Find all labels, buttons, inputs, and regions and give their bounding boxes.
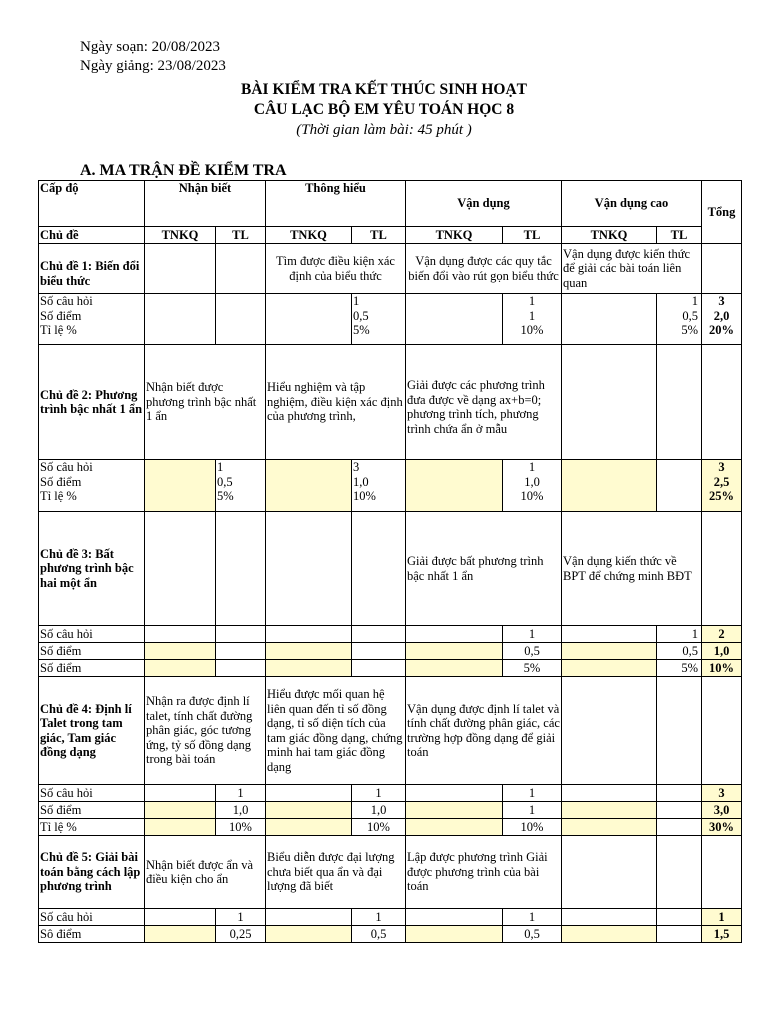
header-tnkq: TNKQ <box>145 227 216 244</box>
label-points: Số điểm <box>40 474 82 489</box>
header-tl: TL <box>352 227 406 244</box>
topic-3-name: Chủ đề 3: Bất phương trình bậc hai một ẩn <box>39 512 145 626</box>
teach-date: Ngày giảng: 23/08/2023 <box>80 58 226 74</box>
topic-4-name: Chủ đề 4: Định lí Talet trong tam giác, Tam giác đồng dạng <box>39 677 145 785</box>
topic-2-recognition-tl: 1 0,5 5% <box>216 460 266 512</box>
topic-1-total: 3 2,0 20% <box>702 294 742 345</box>
duration-note: (Thời gian làm bài: 45 phút ) <box>296 122 472 138</box>
label-questions: Số câu hỏi <box>39 785 145 802</box>
topic-5-recognition: Nhận biết được ẩn và điều kiện cho ẩn <box>145 836 266 909</box>
header-tl: TL <box>503 227 562 244</box>
topic-2-recognition: Nhận biết được phương trình bậc nhất 1 ẩn <box>145 345 266 460</box>
topic-2-application: Giải được các phương trình đưa được về dạng ax+b=0; phương trình tích, phương trình chứa ẩn ở mẫu <box>406 345 562 460</box>
label-questions: Số câu hỏi <box>40 294 93 308</box>
doc-title-line1: BÀI KIỂM TRA KẾT THÚC SINH HOẠT <box>241 81 527 98</box>
topic-5-understanding: Biểu diễn được đại lượng chưa biết qua ẩn và đại lượng đã biết <box>266 836 406 909</box>
topic-5-name: Chủ đề 5: Giải bài toán bằng cách lập phương trình <box>39 836 145 909</box>
header-tnkq: TNKQ <box>406 227 503 244</box>
topic-3-percent-row: Số điểm 5% 5% 10% <box>39 660 742 677</box>
label-questions: Số câu hỏi <box>40 460 93 474</box>
test-matrix-table <box>38 180 742 943</box>
header-high-application: Vận dụng cao <box>562 181 702 227</box>
header-recognition: Nhận biết <box>145 181 266 227</box>
header-topic: Chủ đề <box>39 227 145 244</box>
topic-2-stats-row <box>39 460 742 512</box>
header-application: Vận dụng <box>406 181 562 227</box>
header-understanding: Thông hiểu <box>266 181 406 227</box>
topic-5-application: Lập được phương trình Giải được phương trình của bài toán <box>406 836 562 909</box>
topic-5-questions-row: Số câu hỏi 1 1 1 1 <box>39 909 742 926</box>
topic-3-description-row <box>39 512 742 626</box>
topic-4-description-row <box>39 677 742 785</box>
topic-4-recognition: Nhận ra được định lí talet, tính chất đường phân giác, góc tương ứng, tỷ số đồng dạng trong bài toán <box>145 677 266 785</box>
section-title: A. MA TRẬN ĐỀ KIỂM TRA <box>80 162 287 179</box>
label-points: Số điểm <box>39 660 145 677</box>
header-tnkq: TNKQ <box>266 227 352 244</box>
topic-1-understanding-tl: 1 0,5 5% <box>352 294 406 345</box>
topic-2-application-tl: 1 1,0 10% <box>503 460 562 512</box>
label-percent: Tỉ lệ % <box>40 489 77 503</box>
topic-2-understanding-tl: 3 1,0 10% <box>352 460 406 512</box>
topic-3-application: Giải được bất phương trình bậc nhất 1 ẩn <box>406 512 562 626</box>
topic-2-total: 3 2,5 25% <box>702 460 742 512</box>
topic-1-stats-row <box>39 294 742 345</box>
topic-1-description-row <box>39 244 742 294</box>
topic-4-points-row: Số điểm 1,0 1,0 1 3,0 <box>39 802 742 819</box>
topic-4-understanding: Hiểu được mối quan hệ liên quan đến tỉ số đồng dạng, tỉ số diện tích của tam giác đồng dạng, chứng minh hai tam giác đồng dạng <box>266 677 406 785</box>
header-total: Tổng <box>702 181 742 244</box>
label-points: Số điểm <box>39 643 145 660</box>
topic-1-name: Chủ đề 1: Biến đổi biểu thức <box>39 244 145 294</box>
header-tl: TL <box>657 227 702 244</box>
topic-4-questions-row: Số câu hỏi 1 1 1 3 <box>39 785 742 802</box>
label-points: Số điểm <box>40 308 82 323</box>
topic-1-understanding: Tìm được điều kiện xác định của biểu thức <box>266 244 406 294</box>
label-questions: Số câu hỏi <box>39 626 145 643</box>
topic-3-points-row: Số điểm 0,5 0,5 1,0 <box>39 643 742 660</box>
topic-5-description-row <box>39 836 742 909</box>
prep-date: Ngày soạn: 20/08/2023 <box>80 39 220 55</box>
label-percent: Tỉ lệ % <box>40 323 77 337</box>
header-tl: TL <box>216 227 266 244</box>
topic-2-understanding: Hiểu nghiệm và tập nghiệm, điều kiện xác định của phương trình, <box>266 345 406 460</box>
topic-2-name: Chủ đề 2: Phương trình bậc nhất 1 ẩn <box>39 345 145 460</box>
topic-5-points-row: Sô điểm 0,25 0,5 0,5 1,5 <box>39 926 742 943</box>
topic-4-percent-row: Tỉ lệ % 10% 10% 10% 30% <box>39 819 742 836</box>
topic-4-application: Vận dụng được định lí talet và tính chất đường phân giác, các trường hợp đồng dạng để giải toán <box>406 677 562 785</box>
topic-1-application: Vận dụng được các quy tắc biến đổi vào rút gọn biểu thức <box>406 244 562 294</box>
header-level: Cấp độ <box>39 181 145 227</box>
label-points-spaced: Số điểm <box>39 802 145 819</box>
header-row-types <box>39 227 742 244</box>
topic-2-description-row <box>39 345 742 460</box>
topic-1-high-application: Vận dụng được kiến thức để giải các bài toán liên quan <box>562 244 702 294</box>
label-points-alt: Sô điểm <box>39 926 145 943</box>
topic-3-questions-row: Số câu hỏi 1 1 2 <box>39 626 742 643</box>
header-tnkq: TNKQ <box>562 227 657 244</box>
label-percent: Tỉ lệ % <box>39 819 145 836</box>
topic-1-application-tl: 1 1 10% <box>503 294 562 345</box>
topic-3-high-application: Vận dụng kiến thức về BPT để chứng minh BĐT <box>562 512 702 626</box>
topic-1-high-application-tl: 1 0,5 5% <box>657 294 702 345</box>
label-questions: Số câu hỏi <box>39 909 145 926</box>
header-row-levels <box>39 181 742 227</box>
doc-title-line2: CÂU LẠC BỘ EM YÊU TOÁN HỌC 8 <box>253 101 515 118</box>
